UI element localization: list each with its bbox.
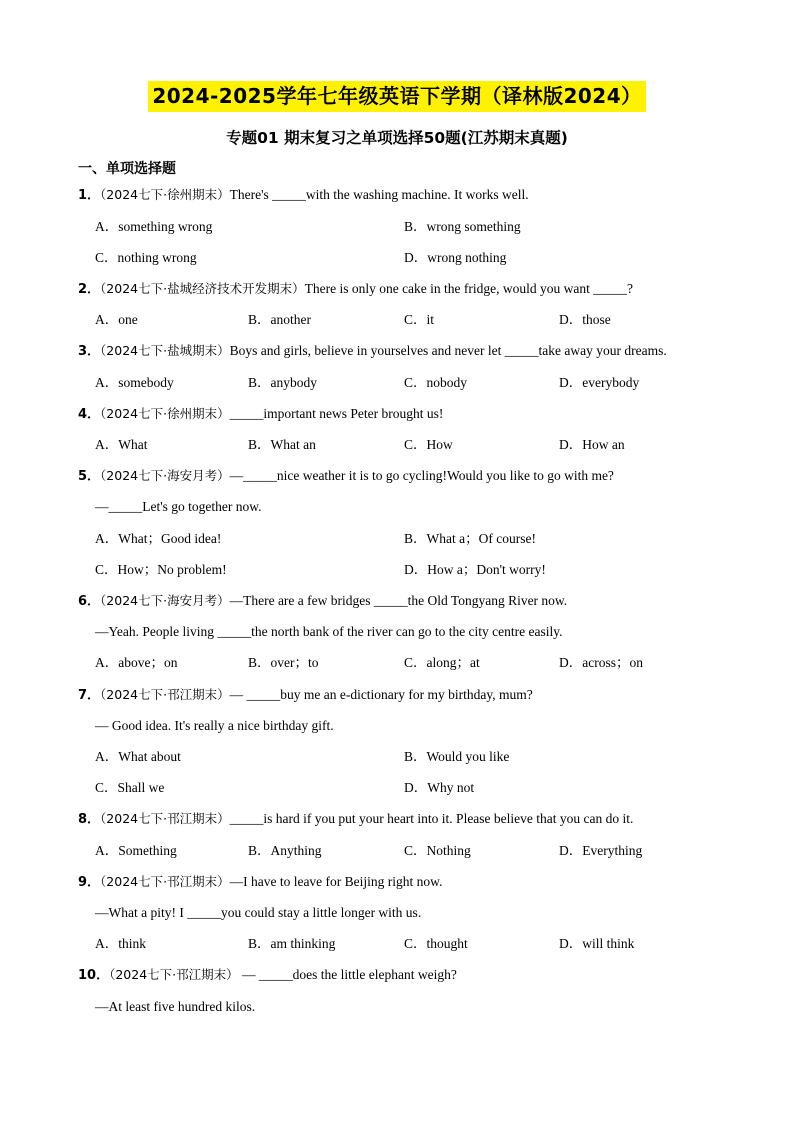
question-9 [78,871,778,893]
dialogue-line: — Good idea. It's really a nice birthday gift. [95,718,334,733]
document-subtitle: 专题01 期末复习之单项选择50题(江苏期末真题) [226,129,568,147]
question-10 [78,964,778,986]
dialogue-line: —At least five hundred kilos. [95,999,256,1014]
option-d: D．How an [559,437,625,452]
question-stem: — _____buy me an e-dictionary for my birthday, mum? [229,687,533,702]
option-a: A．above；on [95,655,178,670]
question-number: 4． [78,407,101,422]
option-b: B．Anything [248,843,322,858]
question-source: （2024七下·盐城期末） [100,343,230,358]
question-number: 6． [78,594,101,609]
question-stem: — _____does the little elephant weigh? [238,967,457,982]
document-title: 2024-2025学年七年级英语下学期（译林版2024） [148,81,645,112]
question-stem: There's _____with the washing machine. It works well. [229,187,529,202]
option-c: C．thought [404,936,468,951]
option-c: C．it [404,312,435,327]
option-b: B．am thinking [248,936,336,951]
option-d: D．will think [559,936,635,951]
question-source: （2024七下·徐州期末） [100,406,230,421]
option-c: C．How [404,437,453,452]
question-8 [78,808,778,830]
question-number: 9． [78,875,101,890]
question-source: （2024七下·徐州期末） [100,187,230,202]
option-c: C．Nothing [404,843,471,858]
option-c: C．along；at [404,655,480,670]
option-b: B．What a；Of course! [404,531,536,546]
question-6 [78,590,778,612]
question-2 [78,278,778,300]
question-source: （2024七下·盐城经济技术开发期末） [100,281,305,296]
option-a: A．What；Good idea! [95,531,222,546]
question-number: 5． [78,469,101,484]
question-stem: Boys and girls, believe in yourselves and never let _____take away your dreams. [229,343,667,358]
question-1 [78,184,778,206]
option-a: A．one [95,312,138,327]
question-source: （2024七下·邗江期末） [100,811,230,826]
option-c: C．nothing wrong [95,250,197,265]
question-source: （2024七下·邗江期末） [100,687,230,702]
option-b: B．wrong something [404,219,521,234]
title-row [0,81,794,112]
question-stem: —There are a few bridges _____the Old Tongyang River now. [229,593,568,608]
option-d: D．Everything [559,843,643,858]
option-b: B．over；to [248,655,319,670]
option-a: A．somebody [95,375,174,390]
option-b: B．another [248,312,311,327]
dialogue-line: —What a pity! I _____you could stay a little longer with us. [95,905,422,920]
option-d: D．wrong nothing [404,250,507,265]
question-4 [78,403,778,425]
option-a: A．something wrong [95,219,213,234]
question-number: 1． [78,188,101,203]
option-d: D．those [559,312,611,327]
question-5 [78,465,778,487]
question-stem: _____is hard if you put your heart into it. Please believe that you can do it. [229,811,634,826]
question-stem: —_____nice weather it is to go cycling!Would you like to go with me? [229,468,614,483]
question-7 [78,684,778,706]
question-number: 2． [78,282,101,297]
option-a: A．What [95,437,148,452]
question-stem: There is only one cake in the fridge, would you want _____? [304,281,634,296]
question-number: 7． [78,688,101,703]
option-a: A．Something [95,843,177,858]
dialogue-line: —_____Let's go together now. [95,499,262,514]
question-3 [78,340,778,362]
option-b: B．anybody [248,375,317,390]
option-c: C．Shall we [95,780,165,795]
dialogue-line: —Yeah. People living _____the north bank of the river can go to the city centre easily. [95,624,563,639]
section-heading: 一、单项选择题 [78,161,176,177]
option-d: D．across；on [559,655,643,670]
question-stem: —I have to leave for Beijing right now. [229,874,443,889]
question-source: （2024七下·海安月考） [100,468,230,483]
question-stem: _____important news Peter brought us! [229,406,444,421]
question-source: （2024七下·邗江期末） [109,967,239,982]
question-number: 10． [78,968,110,983]
option-a: A．What about [95,749,181,764]
option-c: C．How；No problem! [95,562,227,577]
option-c: C．nobody [404,375,468,390]
option-d: D．everybody [559,375,640,390]
question-number: 3． [78,344,101,359]
option-a: A．think [95,936,147,951]
option-d: D．How a；Don't worry! [404,562,546,577]
option-b: B．What an [248,437,316,452]
option-d: D．Why not [404,780,475,795]
question-number: 8． [78,812,101,827]
question-source: （2024七下·邗江期末） [100,874,230,889]
question-source: （2024七下·海安月考） [100,593,230,608]
option-b: B．Would you like [404,749,510,764]
